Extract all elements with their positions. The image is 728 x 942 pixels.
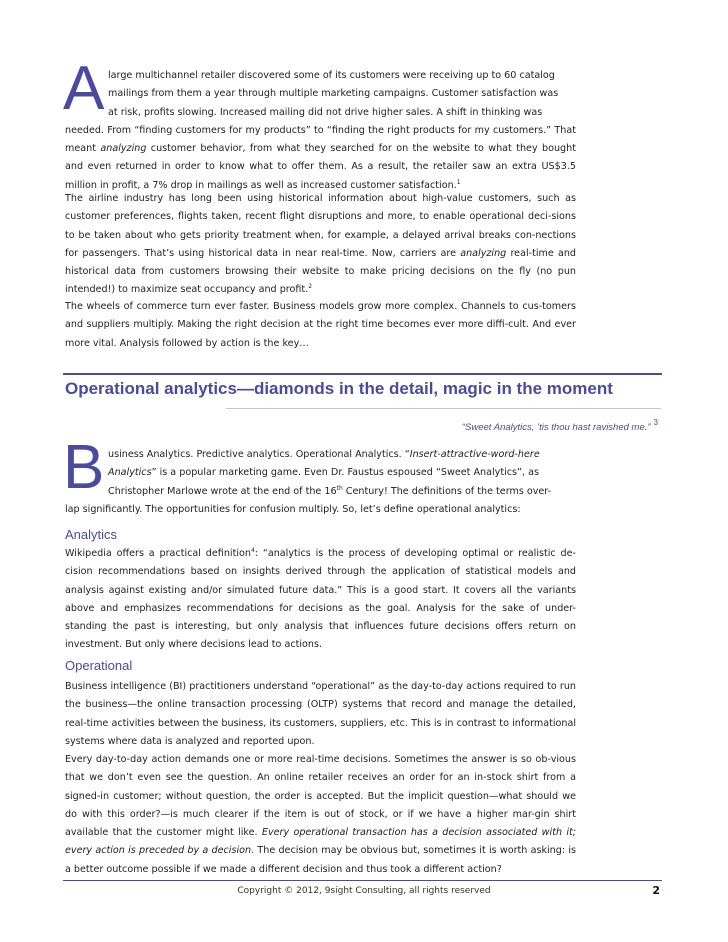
footer-rule (63, 880, 662, 881)
drop-cap-a: A (63, 54, 105, 123)
intro-paragraph-1: large multichannel retailer discovered some of its customers were receiving up to 60 catalog mailings from them a year through multiple marketing campaigns. Customer satisfaction was at risk, profits slowing. Increased mailing did not drive higher sales. A shift in thinking was needed. From “finding customers for my products” to “finding the right products for my customers.” That meant analyzing customer behavior, from what they searched for on the website to what they bought and even returned in order to know what to offer them. As a result, the retailer saw an extra US$3.5 million in profit, a 7% drop in mailings as well as increased customer satisfaction.$^1$ (65, 70, 576, 191)
page-number: 2 (652, 884, 660, 897)
drop-cap-b: B (63, 433, 105, 502)
analytics-heading: Analytics (65, 527, 118, 542)
section-paragraph-1: usiness Analytics. Predictive analytics. Operational Analytics. “Insert-attractive-word-here Analytics” is a popular marketing game. Even Dr. Faustus espoused “Sweet Analytics”, as Christopher Marlowe wrote at the end of the 16th Century! The definitions of the terms over- lap significantly. The opportunities for confusion multiply. So, let’s define operational analytics: (65, 449, 552, 515)
operational-paragraph-2: Every day-to-day action demands one or more real-time decisions. Sometimes the answer is so ob-vious that we don’t even see the question. An online retailer receives an order for an in-stock shirt from a signed-in customer; without question, the order is accepted. But the implicit question—what should we do with this order?—is much clearer if the item is out of stock, or if we have a higher mar-gin shirt available that the customer might like. Every operational transaction has a decision associated with it; every action is preceded by a decision. The decision may be obvious but, sometimes it is worth asking: is a better outcome possible if we made a different decision and thus took a different action? (65, 754, 576, 875)
footnote-ref-4: 4 (250, 547, 255, 554)
footnote-ref-2: 2 (308, 283, 313, 291)
footnote-ref-1: 1 (456, 178, 461, 186)
analytics-paragraph: Wikipedia offers a practical definition$^4$: “analytics is the process of developing optimal or realistic de-cision recommendations based on insights derived through the application of statistical models and analysis against existing and/or simulated future data.” This is a good start. It covers all the variants above and emphasizes recommendations for decisions as the goal. Analysis for the sake of under-standing the past is interesting, but only analysis that influences future decisions offers return on investment. But only where decisions lead to actions. (65, 547, 576, 651)
section-title: Operational analytics—diamonds in the detail, magic in the moment (65, 379, 613, 398)
intro-paragraph-3: The wheels of commerce turn ever faster. Business models grow more complex. Channels to cus-tomers and suppliers multiply. Making the right decision at the right time becomes ever more diffi-cult. And ever more vital. Analysis followed by action is the key… (65, 301, 576, 349)
operational-heading: Operational (65, 658, 133, 673)
copyright-notice: Copyright © 2012, 9sight Consulting, all rights reserved (237, 886, 491, 896)
section-sub-rule (226, 408, 661, 409)
epigraph-quote: “Sweet Analytics, ’tis thou hast ravished me.” $^3$ (461, 418, 658, 433)
section-top-rule (63, 373, 662, 375)
intro-paragraph-2: The airline industry has long been using historical information about high-value customers, such as customer preferences, flights taken, recent flight disruptions and more, to enable operational deci-sions to be taken about who gets priority treatment when, for example, a delayed arrival breaks con-nections for passengers. That’s using historical data in near real-time. Now, carriers are analyzing real-time and historical data from customers browsing their website to make pricing decisions on the fly (no pun intended!) to maximize seat occupancy and profit.$^2$ (65, 193, 577, 296)
footnote-ref-3: 3 (653, 418, 658, 427)
operational-paragraph-1: Business intelligence (BI) practitioners understand “operational” as the day-to-day actions required to run the business—the online transaction processing (OLTP) systems that record and manage the detailed, real-time activities between the business, its customers, suppliers, etc. This is in contrast to informational systems where data is analyzed and reported upon. (65, 681, 576, 747)
